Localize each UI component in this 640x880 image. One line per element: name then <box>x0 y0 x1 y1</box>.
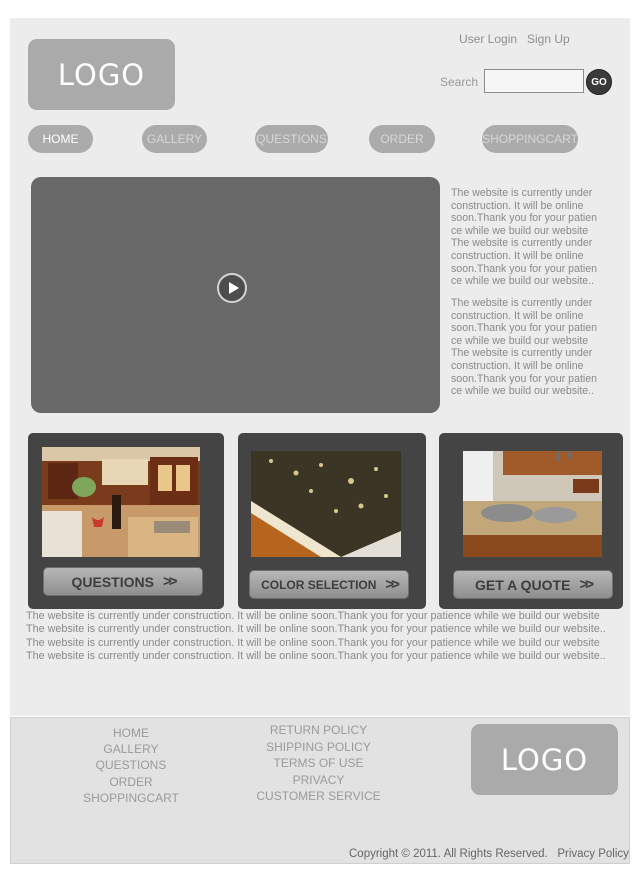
nav-home[interactable]: HOME <box>28 125 93 153</box>
questions-button-label: QUESTIONS <box>71 573 154 590</box>
get-a-quote-button[interactable] <box>453 570 613 599</box>
nav-order[interactable]: ORDER <box>369 125 435 153</box>
card-color-selection <box>238 433 426 609</box>
color-selection-button[interactable] <box>249 570 409 599</box>
granite-counter-photo <box>251 451 401 557</box>
footer-link-shoppingcart[interactable]: SHOPPINGCART <box>83 791 179 805</box>
get-a-quote-button-label: GET A QUOTE <box>475 576 571 593</box>
footer-link-gallery[interactable]: GALLERY <box>103 742 159 756</box>
search-label: Search <box>440 75 479 89</box>
footer-link-questions[interactable]: QUESTIONS <box>95 758 167 772</box>
double-chevron-right-icon: >> <box>579 576 591 593</box>
nav-shoppingcart[interactable]: SHOPPINGCART <box>482 125 578 153</box>
kitchen-photo <box>42 447 200 557</box>
kitchen-sink-photo <box>463 451 602 557</box>
footer-logo[interactable]: LOGO <box>471 724 618 795</box>
go-button[interactable]: GO <box>586 69 612 95</box>
privacy-policy-link[interactable]: Privacy Policy <box>557 848 629 860</box>
search-input[interactable] <box>484 69 584 93</box>
color-selection-button-label: COLOR SELECTION <box>261 577 377 592</box>
nav-questions[interactable]: QUESTIONS <box>255 125 328 153</box>
questions-button[interactable] <box>43 567 203 596</box>
footer-link-shipping-policy[interactable]: SHIPPING POLICY <box>266 740 371 754</box>
footer-link-customer-service[interactable]: CUSTOMER SERVICE <box>256 789 381 803</box>
side-paragraph: The website is currently under construction. It will be online soon.Thank you for your patien ce while we build our website The website is currently under construction. It will be online soon.Thank you for your patien ce while we build our website.. <box>451 297 598 398</box>
video-player[interactable] <box>31 177 440 413</box>
footer <box>10 717 630 864</box>
side-paragraph: The website is currently under construction. It will be online soon.Thank you for your patien ce while we build our website The website is currently under construction. It will be online soon.Thank you for your patien ce while we build our website.. <box>451 187 598 288</box>
double-chevron-right-icon: >> <box>385 576 397 593</box>
lower-paragraph: The website is currently under construction. It will be online soon.Thank you for your patience while we build our website The website is currently under construction. It will be online soon.Thank you for your patience while we build our website.. <box>26 610 606 636</box>
card-questions <box>28 433 224 609</box>
copyright-line <box>349 848 629 860</box>
header-logo[interactable]: LOGO <box>28 39 175 110</box>
footer-link-privacy[interactable]: PRIVACY <box>292 773 345 787</box>
footer-link-terms-of-use[interactable]: TERMS OF USE <box>273 756 364 770</box>
footer-link-return-policy[interactable]: RETURN POLICY <box>269 723 368 737</box>
card-get-a-quote <box>439 433 623 609</box>
footer-link-home[interactable]: HOME <box>113 726 149 740</box>
nav-gallery[interactable]: GALLERY <box>142 125 207 153</box>
lower-paragraph: The website is currently under construction. It will be online soon.Thank you for your patience while we build our website The website is currently under construction. It will be online soon.Thank you for your patience while we build our website.. <box>26 636 606 663</box>
footer-link-order[interactable]: ORDER <box>109 775 153 789</box>
sign-up-link[interactable]: Sign Up <box>527 32 570 46</box>
copyright-text: Copyright © 2011. All Rights Reserved. <box>349 848 548 860</box>
user-login-link[interactable]: User Login <box>459 32 518 46</box>
play-icon[interactable] <box>217 273 247 303</box>
lower-text-block <box>26 610 610 664</box>
double-chevron-right-icon: >> <box>162 573 175 590</box>
